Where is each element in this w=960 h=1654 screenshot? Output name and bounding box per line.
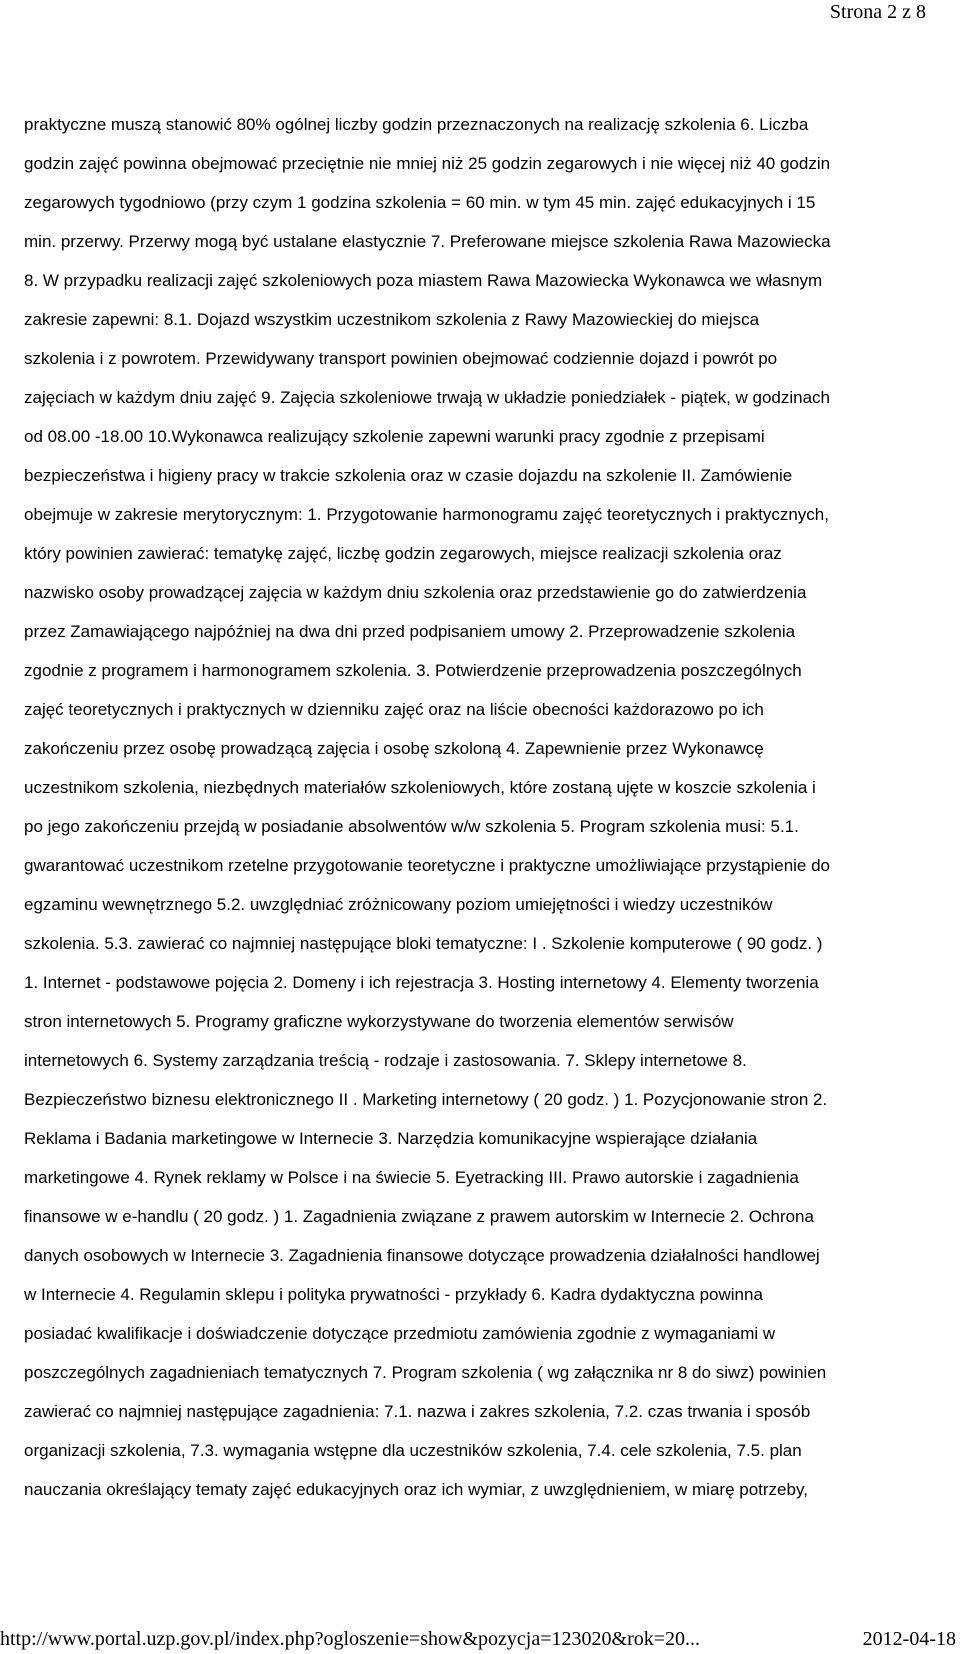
text-line: 8. W przypadku realizacji zajęć szkoleniowych poza miastem Rawa Mazowiecka Wykonawca we własnym xyxy=(24,271,823,290)
text-line: szkolenia. 5.3. zawierać co najmniej następujące bloki tematyczne: I . Szkolenie komputerowe ( 90 godz. ) xyxy=(24,934,823,953)
text-line: od 08.00 -18.00 10.Wykonawca realizujący szkolenie zapewni warunki pracy zgodnie z przepisami xyxy=(24,427,765,446)
text-line: poszczególnych zagadnieniach tematycznych 7. Program szkolenia ( wg załącznika nr 8 do siwz) powinien xyxy=(24,1363,827,1382)
text-line: egzaminu wewnętrznego 5.2. uwzględniać zróżnicowany poziom umiejętności i wiedzy uczestników xyxy=(24,895,773,914)
text-line: zajęciach w każdym dniu zajęć 9. Zajęcia szkoleniowe trwają w układzie poniedziałek - piątek, w godzinach xyxy=(24,388,831,407)
text-line: Bezpieczeństwo biznesu elektronicznego II . Marketing internetowy ( 20 godz. ) 1. Pozycjonowanie stron 2. xyxy=(24,1090,828,1109)
text-line: bezpieczeństwa i higieny pracy w trakcie szkolenia oraz w czasie dojazdu na szkolenie II. Zamówienie xyxy=(24,466,793,485)
text-line: szkolenia i z powrotem. Przewidywany transport powinien obejmować codziennie dojazd i powrót po xyxy=(24,349,778,368)
text-line: godzin zajęć powinna obejmować przeciętnie nie mniej niż 25 godzin zegarowych i nie więcej niż 40 godzin xyxy=(24,154,831,173)
text-line: po jego zakończeniu przejdą w posiadanie absolwentów w/w szkolenia 5. Program szkolenia musi: 5.1. xyxy=(24,817,799,836)
page-footer xyxy=(0,1624,960,1654)
text-line: min. przerwy. Przerwy mogą być ustalane elastycznie 7. Preferowane miejsce szkolenia Rawa Mazowiecka xyxy=(24,232,831,251)
text-line: stron internetowych 5. Programy graficzne wykorzystywane do tworzenia elementów serwisów xyxy=(24,1012,734,1031)
text-line: zajęć teoretycznych i praktycznych w dzienniku zajęć oraz na liście obecności każdorazowo po ich xyxy=(24,700,764,719)
text-line: nauczania określający tematy zajęć edukacyjnych oraz ich wymiar, z uwzględnieniem, w miarę potrzeby, xyxy=(24,1480,808,1499)
text-line: który powinien zawierać: tematykę zajęć, liczbę godzin zegarowych, miejsce realizacji szkolenia oraz xyxy=(24,544,782,563)
text-line: w Internecie 4. Regulamin sklepu i polityka prywatności - przykłady 6. Kadra dydaktyczna powinna xyxy=(24,1285,763,1304)
text-line: 1. Internet - podstawowe pojęcia 2. Domeny i ich rejestracja 3. Hosting internetowy 4. Elementy tworzenia xyxy=(24,973,819,992)
text-line: zakończeniu przez osobę prowadzącą zajęcia i osobę szkoloną 4. Zapewnienie przez Wykonawcę xyxy=(24,739,764,758)
footer-url[interactable]: http://www.portal.uzp.gov.pl/index.php?ogloszenie=show&pozycja=123020&rok=20... xyxy=(0,1628,701,1650)
text-line: obejmuje w zakresie merytorycznym: 1. Przygotowanie harmonogramu zajęć teoretycznych i praktycznych, xyxy=(24,505,829,524)
text-line: finansowe w e-handlu ( 20 godz. ) 1. Zagadnienia związane z prawem autorskim w Internecie 2. Ochrona xyxy=(24,1207,814,1226)
text-line: praktyczne muszą stanowić 80% ogólnej liczby godzin przeznaczonych na realizację szkolenia 6. Liczba xyxy=(24,115,809,134)
text-line: zawierać co najmniej następujące zagadnienia: 7.1. nazwa i zakres szkolenia, 7.2. czas trwania i sposób xyxy=(24,1402,811,1421)
text-line: organizacji szkolenia, 7.3. wymagania wstępne dla uczestników szkolenia, 7.4. cele szkolenia, 7.5. plan xyxy=(24,1441,802,1460)
text-line: Reklama i Badania marketingowe w Internecie 3. Narzędzia komunikacyjne wspierające działania xyxy=(24,1129,758,1148)
footer-date: 2012-04-18 xyxy=(862,1628,956,1650)
text-line: uczestnikom szkolenia, niezbędnych materiałów szkoleniowych, które zostaną ujęte w koszcie szkolenia i xyxy=(24,778,816,797)
text-line: nazwisko osoby prowadzącej zajęcia w każdym dniu szkolenia oraz przedstawienie go do zatwierdzenia xyxy=(24,583,807,602)
text-line: gwarantować uczestnikom rzetelne przygotowanie teoretyczne i praktyczne umożliwiające przystąpienie do xyxy=(24,856,831,875)
text-line: marketingowe 4. Rynek reklamy w Polsce i na świecie 5. Eyetracking III. Prawo autorskie i zagadnienia xyxy=(24,1168,799,1187)
page-indicator: Strona 2 z 8 xyxy=(829,1,926,23)
document-body xyxy=(24,105,956,1509)
text-line: zegarowych tygodniowo (przy czym 1 godzina szkolenia = 60 min. w tym 45 min. zajęć edukacyjnych i 15 xyxy=(24,193,816,212)
text-line: posiadać kwalifikacje i doświadczenie dotyczące przedmiotu zamówienia zgodnie z wymaganiami w xyxy=(24,1324,776,1343)
text-line: internetowych 6. Systemy zarządzania treścią - rodzaje i zastosowania. 7. Sklepy internetowe 8. xyxy=(24,1051,747,1070)
text-line: zakresie zapewni: 8.1. Dojazd wszystkim uczestnikom szkolenia z Rawy Mazowieckiej do miejsca xyxy=(24,310,760,329)
text-line: zgodnie z programem i harmonogramem szkolenia. 3. Potwierdzenie przeprowadzenia poszczególnych xyxy=(24,661,802,680)
text-line: danych osobowych w Internecie 3. Zagadnienia finansowe dotyczące prowadzenia działalności handlowej xyxy=(24,1246,820,1265)
text-line: przez Zamawiającego najpóźniej na dwa dni przed podpisaniem umowy 2. Przeprowadzenie szkolenia xyxy=(24,622,796,641)
